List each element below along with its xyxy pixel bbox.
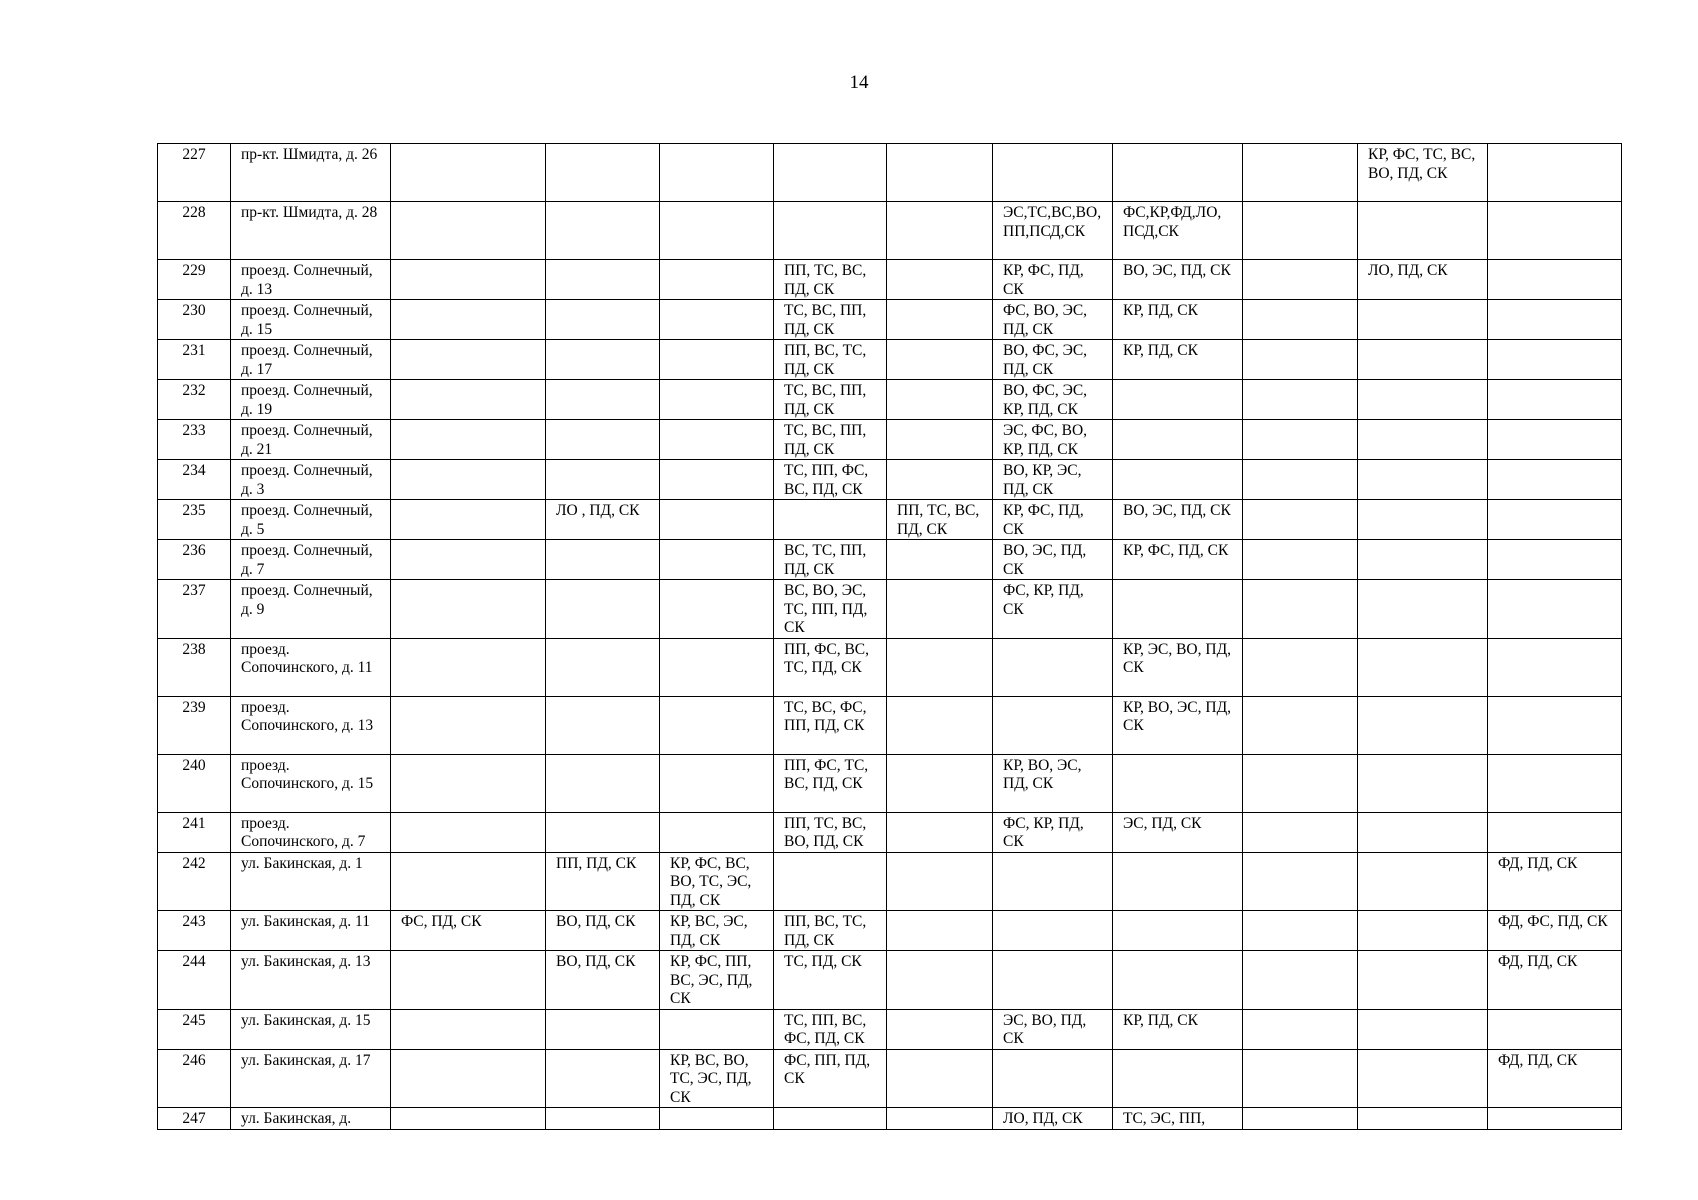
row-number: 237 — [158, 580, 231, 639]
row-number: 232 — [158, 380, 231, 420]
table-row — [158, 580, 1622, 639]
work-codes-cell — [546, 340, 660, 380]
work-codes-cell — [391, 852, 546, 911]
address-cell: ул. Бакинская, д. 1 — [231, 852, 391, 911]
work-codes-cell — [1488, 340, 1622, 380]
table-row — [158, 202, 1622, 260]
work-codes-cell — [1243, 500, 1358, 540]
work-codes-cell: ТС, ВС, ФС, ПП, ПД, СК — [774, 696, 887, 754]
row-number: 231 — [158, 340, 231, 380]
work-codes-cell: КР, ФС, ПД, СК — [993, 500, 1113, 540]
address-cell: проезд. Солнечный, д. 13 — [231, 260, 391, 300]
work-codes-cell: ВО, КР, ЭС, ПД, СК — [993, 460, 1113, 500]
work-codes-cell — [1358, 812, 1488, 852]
work-codes-cell — [1243, 144, 1358, 202]
table-row — [158, 460, 1622, 500]
row-number: 242 — [158, 852, 231, 911]
work-codes-cell — [546, 460, 660, 500]
work-codes-cell — [660, 1108, 774, 1130]
row-number: 245 — [158, 1009, 231, 1049]
work-codes-cell — [1113, 911, 1243, 951]
work-codes-cell — [1488, 460, 1622, 500]
work-codes-cell — [546, 540, 660, 580]
work-codes-cell: ПП, ФС, ВС, ТС, ПД, СК — [774, 638, 887, 696]
row-number: 243 — [158, 911, 231, 951]
work-codes-cell — [887, 144, 993, 202]
table-row — [158, 260, 1622, 300]
work-codes-cell — [887, 1049, 993, 1108]
work-codes-cell — [391, 420, 546, 460]
work-codes-cell — [1488, 1009, 1622, 1049]
work-codes-cell — [391, 696, 546, 754]
address-cell: проезд. Солнечный, д. 7 — [231, 540, 391, 580]
work-codes-cell — [1358, 696, 1488, 754]
work-codes-cell — [1243, 1049, 1358, 1108]
work-codes-cell: ТС, ВС, ПП, ПД, СК — [774, 380, 887, 420]
work-codes-cell — [1488, 1108, 1622, 1130]
work-codes-cell: ЛО, ПД, СК — [1358, 260, 1488, 300]
work-codes-cell — [1243, 812, 1358, 852]
row-number: 239 — [158, 696, 231, 754]
work-codes-cell: ЭС,ТС,ВС,ВО,ПП,ПСД,СК — [993, 202, 1113, 260]
address-cell: проезд. Сопочинского, д. 7 — [231, 812, 391, 852]
work-codes-cell — [887, 696, 993, 754]
row-number: 238 — [158, 638, 231, 696]
work-codes-cell — [546, 812, 660, 852]
work-codes-cell — [1243, 1108, 1358, 1130]
work-codes-cell — [1488, 500, 1622, 540]
work-codes-cell — [546, 144, 660, 202]
address-cell: ул. Бакинская, д. — [231, 1108, 391, 1130]
work-codes-cell — [1243, 540, 1358, 580]
work-codes-cell — [1358, 951, 1488, 1010]
work-codes-cell — [1488, 696, 1622, 754]
work-codes-cell — [1488, 540, 1622, 580]
work-codes-cell — [887, 460, 993, 500]
work-codes-cell — [887, 580, 993, 639]
work-codes-cell — [1358, 540, 1488, 580]
work-codes-cell: ВО, ЭС, ПД, СК — [1113, 500, 1243, 540]
work-codes-cell — [887, 300, 993, 340]
work-codes-cell — [391, 460, 546, 500]
work-codes-cell: ЭС, ВО, ПД, СК — [993, 1009, 1113, 1049]
work-codes-cell — [1243, 420, 1358, 460]
work-codes-cell — [1243, 260, 1358, 300]
work-codes-cell — [1488, 754, 1622, 812]
work-codes-cell — [887, 540, 993, 580]
work-codes-cell — [887, 951, 993, 1010]
table-row — [158, 144, 1622, 202]
row-number: 241 — [158, 812, 231, 852]
work-codes-cell: ЛО , ПД, СК — [546, 500, 660, 540]
address-cell: проезд. Солнечный, д. 9 — [231, 580, 391, 639]
work-codes-cell: ВО, ПД, СК — [546, 911, 660, 951]
work-codes-cell — [1488, 144, 1622, 202]
work-codes-cell: ФД, ФС, ПД, СК — [1488, 911, 1622, 951]
table-row — [158, 340, 1622, 380]
row-number: 247 — [158, 1108, 231, 1130]
work-codes-cell — [660, 1009, 774, 1049]
work-codes-cell — [993, 951, 1113, 1010]
address-cell: проезд. Солнечный, д. 17 — [231, 340, 391, 380]
work-codes-cell — [660, 380, 774, 420]
work-codes-cell — [391, 260, 546, 300]
address-cell: проезд. Солнечный, д. 21 — [231, 420, 391, 460]
work-codes-cell — [1488, 300, 1622, 340]
work-codes-cell — [660, 540, 774, 580]
work-codes-cell — [660, 460, 774, 500]
work-codes-cell — [391, 638, 546, 696]
work-codes-cell: ТС, ЭС, ПП, — [1113, 1108, 1243, 1130]
table-body — [158, 144, 1622, 1130]
work-codes-cell: ПП, ФС, ТС, ВС, ПД, СК — [774, 754, 887, 812]
work-codes-cell — [774, 1108, 887, 1130]
work-codes-cell — [1358, 340, 1488, 380]
work-codes-cell: ПП, ВС, ТС, ПД, СК — [774, 340, 887, 380]
work-codes-cell: ПП, ТС, ВС, ВО, ПД, СК — [774, 812, 887, 852]
work-codes-cell: КР, ПД, СК — [1113, 1009, 1243, 1049]
work-codes-cell — [660, 420, 774, 460]
work-codes-cell — [1358, 500, 1488, 540]
work-codes-cell — [1243, 754, 1358, 812]
work-codes-cell — [1243, 638, 1358, 696]
work-codes-cell — [1358, 1108, 1488, 1130]
work-codes-cell — [1243, 202, 1358, 260]
work-codes-cell — [546, 638, 660, 696]
work-codes-cell: ЭС, ФС, ВО, КР, ПД, СК — [993, 420, 1113, 460]
table-row — [158, 1108, 1622, 1130]
work-codes-cell — [660, 580, 774, 639]
row-number: 240 — [158, 754, 231, 812]
work-codes-cell — [391, 300, 546, 340]
address-cell: проезд. Сопочинского, д. 13 — [231, 696, 391, 754]
work-codes-cell — [993, 911, 1113, 951]
work-codes-cell: КР, ФС, ПД, СК — [1113, 540, 1243, 580]
work-codes-cell: КР, ФС, ВС, ВО, ТС, ЭС, ПД, СК — [660, 852, 774, 911]
work-codes-cell: ФС, КР, ПД, СК — [993, 812, 1113, 852]
table-row — [158, 852, 1622, 911]
work-codes-cell: ТС, ПД, СК — [774, 951, 887, 1010]
work-codes-cell — [1243, 340, 1358, 380]
work-codes-cell — [887, 1009, 993, 1049]
work-codes-cell — [391, 202, 546, 260]
table-row — [158, 380, 1622, 420]
work-codes-cell — [660, 202, 774, 260]
work-codes-cell — [660, 696, 774, 754]
work-codes-cell — [660, 144, 774, 202]
work-codes-cell — [1113, 951, 1243, 1010]
work-codes-cell — [660, 260, 774, 300]
work-codes-cell: ТС, ВС, ПП, ПД, СК — [774, 300, 887, 340]
work-codes-cell — [391, 1009, 546, 1049]
work-codes-cell: ТС, ПП, ВС, ФС, ПД, СК — [774, 1009, 887, 1049]
work-codes-cell: ЭС, ПД, СК — [1113, 812, 1243, 852]
work-codes-cell — [1488, 380, 1622, 420]
table-row — [158, 1009, 1622, 1049]
work-codes-cell — [1358, 380, 1488, 420]
work-codes-cell — [887, 812, 993, 852]
work-codes-cell — [1488, 260, 1622, 300]
address-cell: ул. Бакинская, д. 13 — [231, 951, 391, 1010]
work-codes-cell: ВО, ЭС, ПД, СК — [1113, 260, 1243, 300]
work-codes-cell — [391, 1108, 546, 1130]
work-codes-cell — [1488, 638, 1622, 696]
work-codes-cell — [774, 202, 887, 260]
work-codes-cell — [660, 812, 774, 852]
table-row — [158, 812, 1622, 852]
work-codes-cell — [1113, 144, 1243, 202]
work-codes-cell — [887, 911, 993, 951]
work-codes-cell — [1358, 1009, 1488, 1049]
work-codes-cell: КР, ФС, ПД, СК — [993, 260, 1113, 300]
work-codes-cell: ФС, ВО, ЭС, ПД, СК — [993, 300, 1113, 340]
work-codes-cell — [1358, 1049, 1488, 1108]
work-codes-cell — [1243, 380, 1358, 420]
work-codes-cell — [887, 1108, 993, 1130]
work-codes-cell: ТС, ВС, ПП, ПД, СК — [774, 420, 887, 460]
work-codes-cell — [1488, 420, 1622, 460]
work-codes-cell — [391, 812, 546, 852]
work-codes-cell: КР, ВО, ЭС, ПД, СК — [993, 754, 1113, 812]
work-codes-cell: ФС, КР, ПД, СК — [993, 580, 1113, 639]
work-codes-cell — [660, 754, 774, 812]
work-codes-cell — [391, 754, 546, 812]
work-codes-cell: ПП, ТС, ВС, ПД, СК — [774, 260, 887, 300]
table-row — [158, 1049, 1622, 1108]
work-codes-cell: ВО, ПД, СК — [546, 951, 660, 1010]
work-codes-cell — [391, 580, 546, 639]
work-codes-cell: КР, ВО, ЭС, ПД, СК — [1113, 696, 1243, 754]
work-codes-cell: КР, ЭС, ВО, ПД, СК — [1113, 638, 1243, 696]
work-codes-cell — [1358, 202, 1488, 260]
work-codes-cell: ЛО, ПД, СК — [993, 1108, 1113, 1130]
address-cell: проезд. Солнечный, д. 3 — [231, 460, 391, 500]
work-codes-cell: ФД, ПД, СК — [1488, 951, 1622, 1010]
row-number: 228 — [158, 202, 231, 260]
work-codes-cell — [391, 951, 546, 1010]
work-codes-cell — [391, 540, 546, 580]
work-codes-cell — [546, 202, 660, 260]
work-codes-cell — [1488, 580, 1622, 639]
address-cell: проезд. Солнечный, д. 5 — [231, 500, 391, 540]
work-codes-cell: ПП, ПД, СК — [546, 852, 660, 911]
address-cell: ул. Бакинская, д. 17 — [231, 1049, 391, 1108]
work-codes-cell: КР, ВС, ВО, ТС, ЭС, ПД, СК — [660, 1049, 774, 1108]
work-codes-cell — [1113, 580, 1243, 639]
work-codes-cell — [1113, 852, 1243, 911]
work-codes-cell — [887, 638, 993, 696]
work-codes-cell — [887, 260, 993, 300]
work-codes-cell — [1358, 460, 1488, 500]
page-number: 14 — [849, 72, 869, 93]
table-row — [158, 300, 1622, 340]
work-codes-cell — [546, 420, 660, 460]
work-codes-cell — [546, 1049, 660, 1108]
table-row — [158, 911, 1622, 951]
work-codes-cell — [546, 380, 660, 420]
address-cell: ул. Бакинская, д. 11 — [231, 911, 391, 951]
work-codes-cell — [993, 638, 1113, 696]
work-codes-cell — [1358, 754, 1488, 812]
work-codes-cell — [1113, 1049, 1243, 1108]
work-codes-cell — [1358, 300, 1488, 340]
work-codes-cell — [887, 754, 993, 812]
work-codes-cell: ВО, ЭС, ПД, СК — [993, 540, 1113, 580]
address-cell: проезд. Солнечный, д. 19 — [231, 380, 391, 420]
work-codes-cell — [1358, 911, 1488, 951]
work-codes-cell: ВО, ФС, ЭС, КР, ПД, СК — [993, 380, 1113, 420]
work-codes-cell — [993, 144, 1113, 202]
work-codes-cell — [774, 852, 887, 911]
work-codes-cell — [1113, 380, 1243, 420]
work-codes-cell — [1113, 420, 1243, 460]
work-codes-cell — [546, 696, 660, 754]
work-codes-cell — [993, 1049, 1113, 1108]
work-codes-cell — [993, 696, 1113, 754]
work-codes-cell — [1243, 852, 1358, 911]
work-codes-cell: ВС, ТС, ПП, ПД, СК — [774, 540, 887, 580]
work-codes-cell: ВО, ФС, ЭС, ПД, СК — [993, 340, 1113, 380]
row-number: 229 — [158, 260, 231, 300]
work-codes-cell — [887, 420, 993, 460]
work-codes-cell — [887, 340, 993, 380]
work-codes-cell: ТС, ПП, ФС, ВС, ПД, СК — [774, 460, 887, 500]
row-number: 235 — [158, 500, 231, 540]
work-codes-cell: КР, ПД, СК — [1113, 340, 1243, 380]
work-codes-cell — [774, 144, 887, 202]
work-codes-cell: КР, ПД, СК — [1113, 300, 1243, 340]
table-row — [158, 951, 1622, 1010]
address-cell: пр-кт. Шмидта, д. 26 — [231, 144, 391, 202]
work-codes-cell — [546, 1108, 660, 1130]
table-row — [158, 696, 1622, 754]
work-codes-cell: ФС,КР,ФД,ЛО, ПСД,СК — [1113, 202, 1243, 260]
work-codes-cell — [887, 852, 993, 911]
work-codes-cell: ПП, ТС, ВС, ПД, СК — [887, 500, 993, 540]
work-codes-cell: ФС, ПП, ПД, СК — [774, 1049, 887, 1108]
work-codes-cell — [1243, 951, 1358, 1010]
work-codes-cell — [546, 754, 660, 812]
work-codes-cell — [1243, 1009, 1358, 1049]
work-codes-cell — [1243, 911, 1358, 951]
work-codes-cell — [1358, 580, 1488, 639]
work-codes-cell — [391, 144, 546, 202]
row-number: 236 — [158, 540, 231, 580]
work-codes-cell: ПП, ВС, ТС, ПД, СК — [774, 911, 887, 951]
work-codes-cell — [1113, 754, 1243, 812]
work-codes-cell — [1113, 460, 1243, 500]
work-codes-cell — [1243, 300, 1358, 340]
row-number: 234 — [158, 460, 231, 500]
row-number: 246 — [158, 1049, 231, 1108]
work-codes-cell: КР, ВС, ЭС, ПД, СК — [660, 911, 774, 951]
work-codes-cell: ФС, ПД, СК — [391, 911, 546, 951]
work-codes-cell — [660, 500, 774, 540]
work-codes-cell — [391, 380, 546, 420]
work-codes-cell: ФД, ПД, СК — [1488, 1049, 1622, 1108]
work-codes-cell — [1243, 460, 1358, 500]
row-number: 230 — [158, 300, 231, 340]
work-codes-cell — [1488, 202, 1622, 260]
work-codes-cell — [887, 202, 993, 260]
table-row — [158, 540, 1622, 580]
row-number: 233 — [158, 420, 231, 460]
work-codes-cell — [660, 340, 774, 380]
address-cell: проезд. Сопочинского, д. 11 — [231, 638, 391, 696]
work-codes-cell — [546, 260, 660, 300]
address-cell: пр-кт. Шмидта, д. 28 — [231, 202, 391, 260]
work-codes-cell — [546, 580, 660, 639]
table-row — [158, 420, 1622, 460]
address-cell: проезд. Сопочинского, д. 15 — [231, 754, 391, 812]
work-codes-cell — [1358, 420, 1488, 460]
row-number: 227 — [158, 144, 231, 202]
work-codes-cell — [887, 380, 993, 420]
work-codes-cell — [660, 300, 774, 340]
table-row — [158, 500, 1622, 540]
work-codes-cell — [391, 500, 546, 540]
work-codes-cell — [391, 340, 546, 380]
work-codes-cell — [1243, 696, 1358, 754]
address-cell: ул. Бакинская, д. 15 — [231, 1009, 391, 1049]
work-codes-cell: ФД, ПД, СК — [1488, 852, 1622, 911]
work-codes-cell: КР, ФС, ПП, ВС, ЭС, ПД, СК — [660, 951, 774, 1010]
work-codes-cell: ВС, ВО, ЭС, ТС, ПП, ПД, СК — [774, 580, 887, 639]
work-codes-cell — [1358, 638, 1488, 696]
address-cell: проезд. Солнечный, д. 15 — [231, 300, 391, 340]
work-codes-cell — [391, 1049, 546, 1108]
work-codes-cell — [660, 638, 774, 696]
work-codes-cell — [546, 1009, 660, 1049]
building-works-table — [157, 143, 1622, 1130]
work-codes-cell: КР, ФС, ТС, ВС, ВО, ПД, СК — [1358, 144, 1488, 202]
work-codes-cell — [546, 300, 660, 340]
work-codes-cell — [993, 852, 1113, 911]
work-codes-cell — [1358, 852, 1488, 911]
work-codes-cell — [774, 500, 887, 540]
work-codes-cell — [1488, 812, 1622, 852]
table-row — [158, 638, 1622, 696]
row-number: 244 — [158, 951, 231, 1010]
table-row — [158, 754, 1622, 812]
work-codes-cell — [1243, 580, 1358, 639]
